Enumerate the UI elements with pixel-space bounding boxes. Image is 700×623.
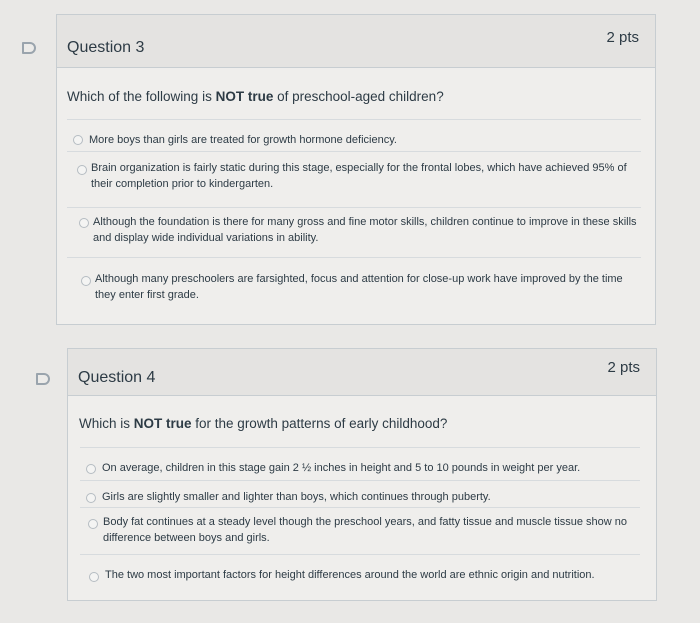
radio-button[interactable] (73, 135, 83, 145)
answer-label: More boys than girls are treated for growth hormone deficiency. (89, 134, 397, 146)
answer-option[interactable] (80, 447, 640, 480)
radio-button[interactable] (88, 519, 98, 529)
question-card (67, 348, 657, 601)
answer-option[interactable] (67, 119, 641, 151)
question-points: 2 pts (607, 359, 640, 376)
answer-label: On average, children in this stage gain 2 ½ inches in height and 5 to 10 pounds in weight per year. (102, 462, 581, 474)
question-text-part: Which of the following is (67, 89, 216, 104)
answer-list (67, 119, 641, 321)
answer-option[interactable] (67, 207, 641, 257)
question-title: Question 3 (67, 39, 145, 56)
answer-option[interactable] (80, 480, 640, 507)
answer-label: Although the foundation is there for many gross and fine motor skills, children continue to improve in these skills and display wide individual variations in ability. (93, 216, 637, 244)
question-text-part: for the growth patterns of early childhood? (191, 416, 448, 431)
radio-button[interactable] (77, 165, 87, 175)
question-title: Question 4 (78, 369, 156, 386)
question-header (68, 349, 656, 396)
answer-label: Although many preschoolers are farsighted, focus and attention for close-up work have improved by the time they enter first grade. (95, 273, 623, 301)
radio-button[interactable] (81, 276, 91, 286)
radio-button[interactable] (79, 218, 89, 228)
radio-button[interactable] (89, 572, 99, 582)
question-text-emphasis: NOT true (215, 89, 274, 104)
answer-label: Girls are slightly smaller and lighter than boys, which continues through puberty. (102, 491, 491, 503)
question-text-part: of preschool-aged children? (273, 89, 444, 104)
answer-list (80, 447, 640, 594)
question-text-part: Which is (79, 416, 134, 431)
answer-label: The two most important factors for height differences around the world are ethnic origin and nutrition. (105, 569, 595, 581)
question-text-emphasis: NOT true (133, 416, 192, 431)
question-text (79, 416, 447, 431)
answer-option[interactable] (67, 151, 641, 207)
question-text (67, 89, 444, 104)
question-card (56, 14, 656, 325)
flag-question-icon[interactable] (36, 373, 50, 385)
question-header (57, 15, 655, 68)
flag-question-icon[interactable] (22, 42, 36, 54)
question-points: 2 pts (606, 29, 639, 46)
answer-option[interactable] (80, 507, 640, 554)
answer-option[interactable] (80, 554, 640, 594)
radio-button[interactable] (86, 464, 96, 474)
answer-option[interactable] (67, 257, 641, 321)
radio-button[interactable] (86, 493, 96, 503)
answer-label: Brain organization is fairly static during this stage, especially for the frontal lobes, which have achieved 95% of their completion prior to kindergarten. (91, 162, 627, 190)
answer-label: Body fat continues at a steady level though the preschool years, and fatty tissue and muscle tissue show no difference between boys and girls. (103, 516, 628, 544)
